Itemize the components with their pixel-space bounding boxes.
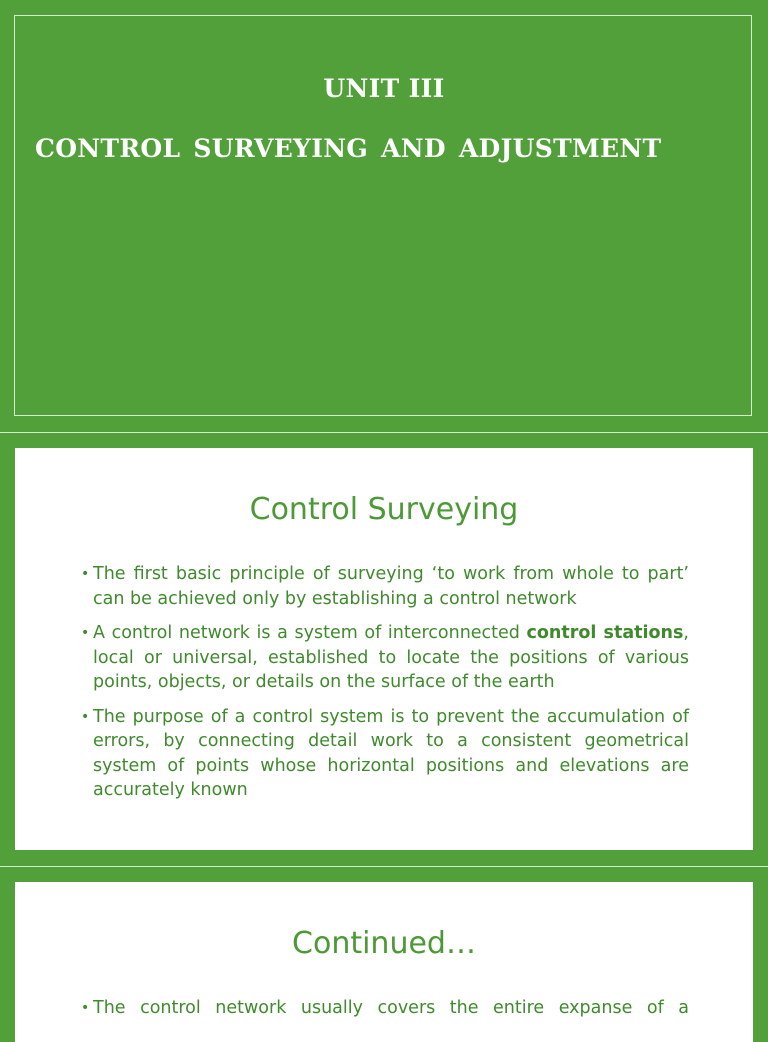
list-item: • The first basic principle of surveying ‘to work from whole to part’ can be achieved only by establishing a control network [83,562,689,611]
control-surveying-slide [15,448,753,850]
slide-separator [0,866,768,867]
list-item: • The control network usually covers the entire expanse of a [83,996,689,1021]
slide-title: CONTROL SURVEYING AND ADJUSTMENT [35,134,662,163]
slide-heading: Continued… [292,926,476,961]
bullet-list [83,996,689,1031]
unit-label: UNIT III [323,74,445,103]
slide-heading: Control Surveying [249,492,519,527]
title-slide [0,0,768,432]
list-item: • A control network is a system of interconnected control stations, local or universal, established to locate the positions of various points, objects, or details on the surface of the earth [83,621,689,695]
list-item: • The purpose of a control system is to prevent the accumulation of errors, by connecting detail work to a consistent geometrical system of points whose horizontal positions and elevations are accurately known [83,705,689,803]
slide-separator [0,432,768,433]
continued-slide [15,882,753,1042]
bullet-list [83,562,689,813]
emphasis-text: control stations [526,623,684,643]
